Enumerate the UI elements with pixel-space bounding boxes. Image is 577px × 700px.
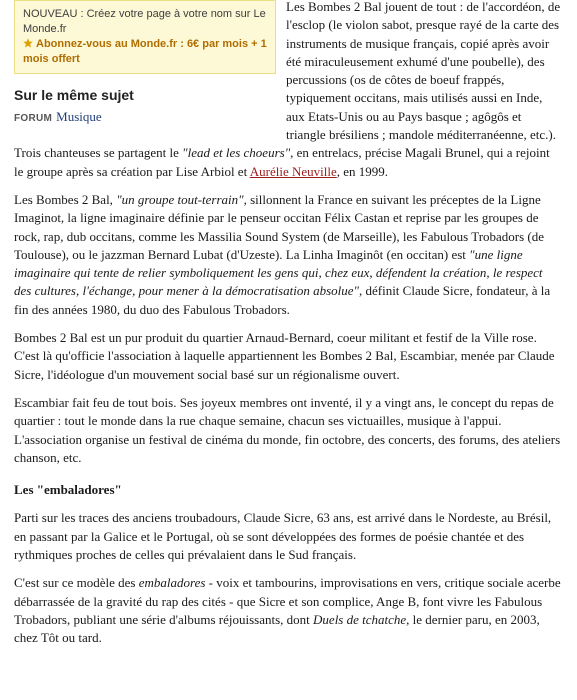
p2-quote-1: "un groupe tout-terrain" [116,191,244,207]
paragraph-3: Bombes 2 Bal est un pur produit du quartier Arnaud-Bernard, coeur militant et festif de la Ville rose. C'est là qu'officie l'association à laquelle appartiennent les Bombes 2 Bal, Escambiar, menée par Claude Sicre, l'idéologue d'un mouvement social basé sur un régionalisme ouvert. [14,330,555,382]
related-item [14,108,276,128]
promo-offer-line[interactable] [23,37,267,67]
p2-text-b: , sillonnent la France en suivant les préceptes de la Ligne Imaginot, la ligne imaginaire définie par le penseur occitan Félix Castan et reprise par les groupes de rock, rap, dub occitans, comme les Massilia Sound System (de Marseille), les Fabulous Trobadors (de Toulouse), ou le jazzman Bernard Lubat (d'Uzeste). La Linha Imaginôt (en occitan) est [14,191,545,262]
p6-text-a: C'est sur ce modèle des [14,575,139,591]
paragraph-5: Parti sur les traces des anciens troubadours, Claude Sicre, 63 ans, est arrivé dans le Nordeste, au Brésil, en passant par la Galice et le Portugal, où se sont développées des formes de poésie chantée et des rythmiques proches de celles qui prévalaient dans le Sud français. [14,510,552,563]
forum-tag: FORUM [14,113,53,124]
promo-box[interactable] [14,0,276,74]
paragraph-2 [14,191,562,319]
p2-text-c: , définit Claude Sicre, fondateur, à la fin des années 1980, du duo des Fabulous Trobadors. [14,283,551,317]
p1-text-c: , en 1999. [336,163,389,179]
related-link-musique[interactable]: Musique [56,109,102,124]
p1-text-a: Les Bombes 2 Bal jouent de tout : de l'accordéon, de l'esclop (le violon sabot, presque rayé de la carte des instruments de musique français, copié après avoir été miraculeusement exhumé d'une poubelle), des percussions (os de côtes de boeuf frappés, typiquement occitans, mais utilisés aussi en Inde, aux Etats-Unis ou au Pays basque ; agôgôs et triangle brésiliens ; mandole méditerranéenne, etc.). Trois chanteuses se partagent le [14,0,561,161]
related-title: Sur le même sujet [14,87,134,103]
p6-text-b: - voix et tambourins, improvisations en vers, critique sociale acerbe débarrassée de la gravité du rap des cités - que Sicre et son complice, Ange B, font vivre les Fabulous Trobadors, publiant une série d'albums réjouissants, dont [14,575,561,627]
p6-em-1: embaladores [138,575,206,591]
section-subhead: Les "embaladores" [14,482,122,498]
p6-text-c: , le dernier paru, en 2003, chez Tôt ou tard. [14,611,540,646]
p1-text-b: , en entrelacs, précise Magali Brunel, qui a rejoint le groupe après sa création par Lise Arbiol et [14,145,550,179]
p1-quote: "lead et les choeurs" [182,145,291,161]
star-icon [23,38,33,48]
p6-em-2: Duels de tchatche [313,611,407,627]
promo-text[interactable]: NOUVEAU : Créez votre page à votre nom sur Le Monde.fr [23,8,266,35]
sidebar [14,0,276,128]
promo-offer[interactable]: Abonnez-vous au Monde.fr : 6€ par mois + 1 mois offert [23,38,267,65]
paragraph-4: Escambiar fait feu de tout bois. Ses joyeux membres ont inventé, il y a vingt ans, le concept du repas de quartier : tout le monde dans la rue chaque semaine, chacun ses victuailles, musique à l'appui. L'association organise un festival de cinéma du monde, fin octobre, des concerts, des forums, des ateliers chanson, etc. [14,394,561,465]
p2-text-a: Les Bombes 2 Bal, [14,191,117,207]
paragraph-6 [14,574,562,647]
author-link[interactable]: Aurélie Neuville [249,163,337,179]
article-page [14,0,562,658]
p2-quote-2: "une ligne imaginaire qui tente de relier symboliquement les gens qui, chez eux, défendent la création, le respect des cultures, l'échange, pour mener à la démocratisation absolue" [14,246,543,299]
